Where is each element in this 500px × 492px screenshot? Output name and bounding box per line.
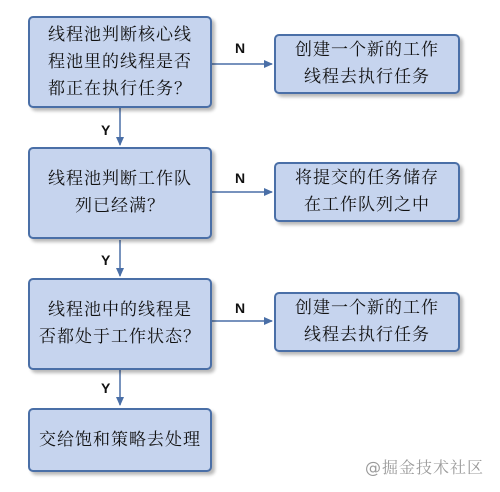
label-yes-2: Y <box>101 252 111 268</box>
action-create-thread-1 <box>274 34 460 94</box>
label-no-1: N <box>235 40 246 56</box>
action-create-thread-2-text: 创建一个新的工作 线程去执行任务 <box>295 298 439 345</box>
action-saturation-policy <box>28 408 212 472</box>
decision-queue-full-text: 线程池判断工作队 列已经满？ <box>48 169 192 216</box>
label-yes-1: Y <box>101 122 111 138</box>
decision-queue-full <box>28 147 212 239</box>
watermark: @掘金技术社区 <box>364 458 484 477</box>
decision-core-threads <box>28 16 212 108</box>
action-store-in-queue-text: 将提交的任务储存 在工作队列之中 <box>295 168 439 215</box>
action-saturation-policy-text: 交给饱和策略去处理 <box>39 429 201 450</box>
label-no-3: N <box>235 300 246 316</box>
label-no-2: N <box>235 170 246 186</box>
decision-core-threads-text: 线程池判断核心线 程池里的线程是否 都正在执行任务？ <box>48 24 192 99</box>
decision-all-working-text: 线程池中的线程是 否都处于工作状态？ <box>39 300 201 347</box>
action-create-thread-1-text: 创建一个新的工作 线程去执行任务 <box>295 40 439 87</box>
label-yes-3: Y <box>101 380 111 396</box>
decision-all-working <box>28 278 212 370</box>
action-create-thread-2 <box>274 292 460 352</box>
action-store-in-queue <box>274 162 460 222</box>
